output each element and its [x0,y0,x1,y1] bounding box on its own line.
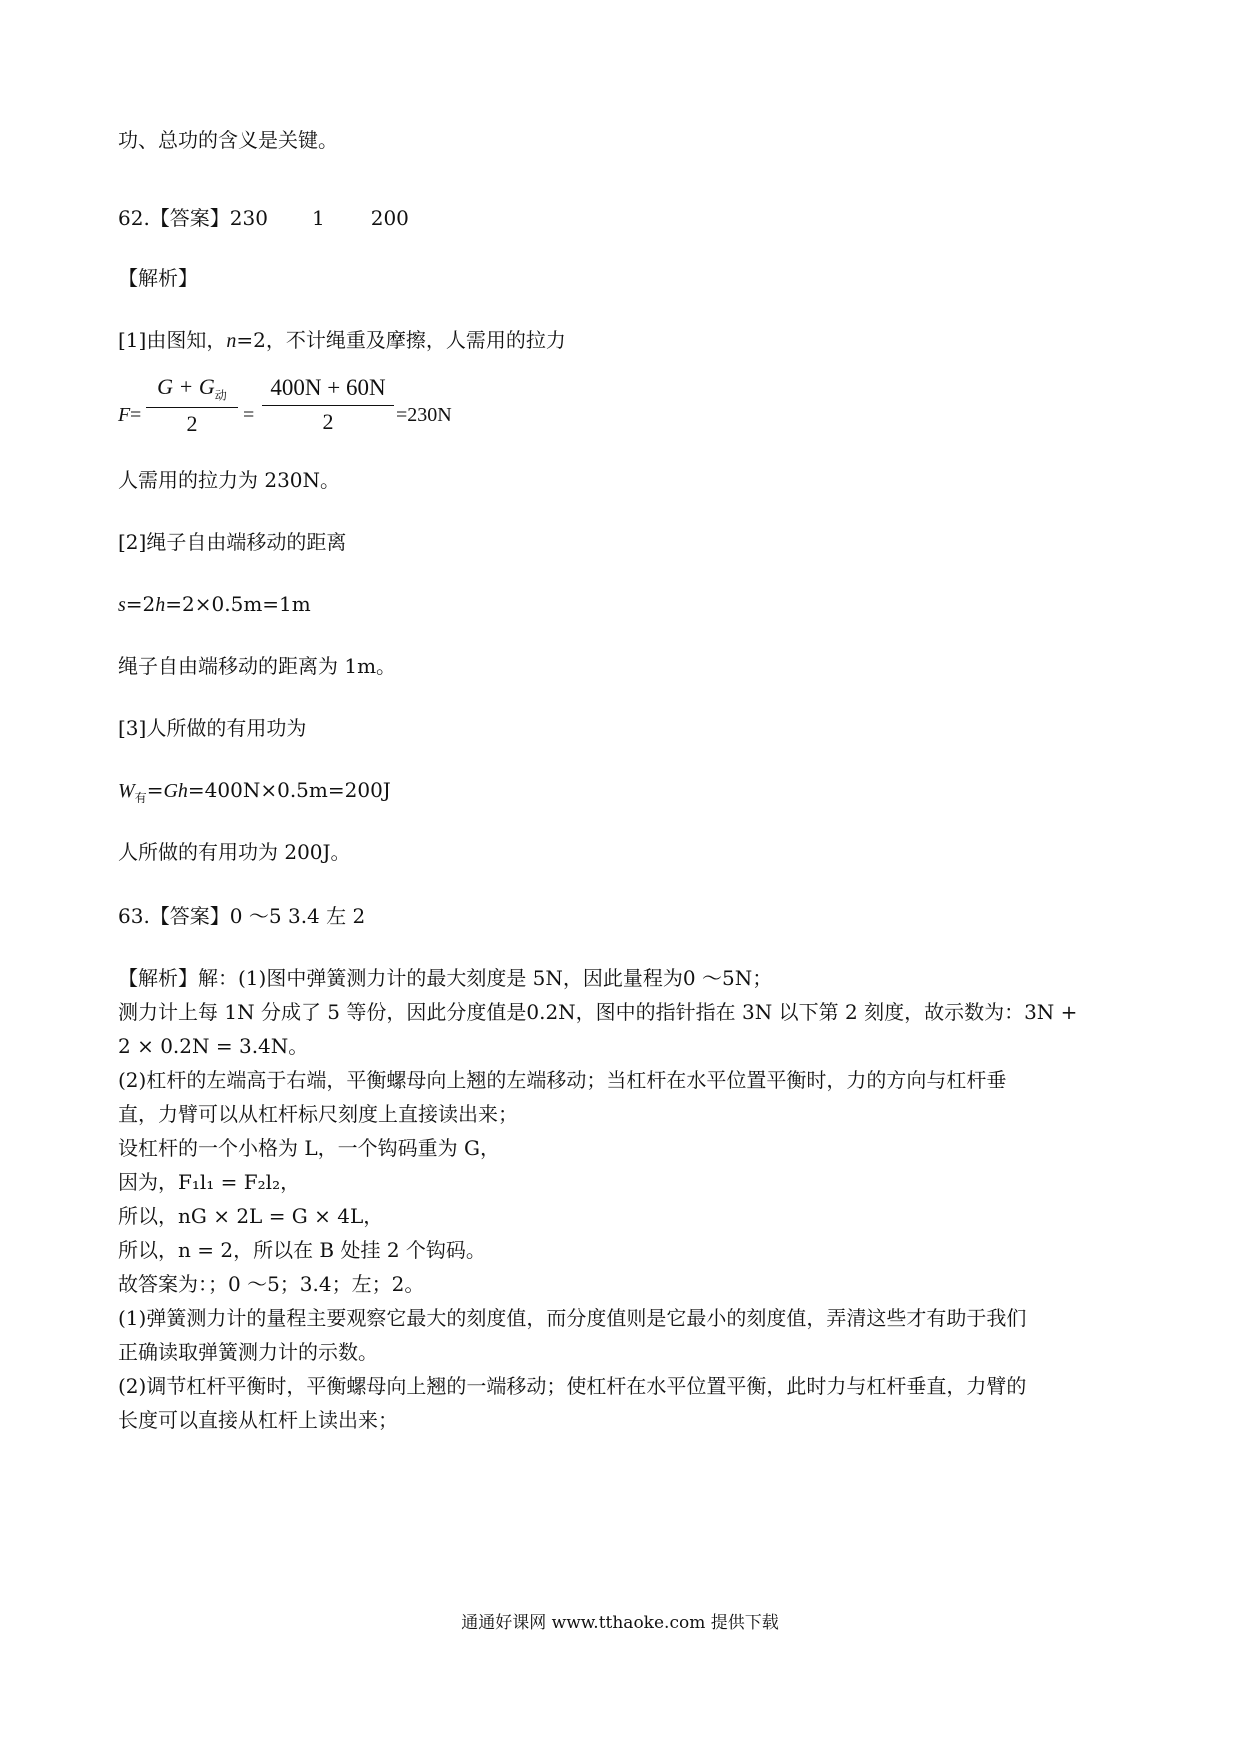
analysis-line-13: (2)调节杠杆平衡时，平衡螺母向上翘的一端移动；使杠杆在水平位置平衡，此时力与杠杆垂直，力臂的 [118,1374,1027,1398]
analysis-line-3: 2 × 0.2N = 3.4N。 [118,1034,309,1058]
eq-distance-mid: =2 [125,592,156,616]
answer-62-value-2: 1 [311,206,325,230]
result-3: 人所做的有用功为 200J。 [118,840,351,864]
result-1: 人需用的拉力为 230N。 [118,468,341,492]
fraction-symbolic-numerator: $G + G_动$ [157,374,227,403]
answer-62-value-3: 200 [370,206,409,230]
step-2-text: [2]绳子自由端移动的距离 [118,530,347,554]
analysis-line-6: 设杠杆的一个小格为 L，一个钩码重为 G， [118,1136,500,1160]
variable-w: W [118,780,135,802]
eq-distance-rest: =2×0.5m=1m [165,592,311,616]
eq-equals-2: = [243,404,255,426]
analysis-heading: 【解析】 [118,266,198,290]
analysis-line-8: 所以，nG × 2L = G × 4L， [118,1204,384,1228]
answer-62 [118,206,409,230]
analysis-line-4: (2)杠杆的左端高于右端，平衡螺母向上翘的左端移动；当杠杆在水平位置平衡时，力的方向与杠杆垂 [118,1068,1007,1092]
eq-work-equals: = [146,778,164,802]
analysis-line-7: 因为，F₁l₁ = F₂l₂， [118,1170,301,1194]
analysis-line-14: 长度可以直接从杠杆上读出来； [118,1408,398,1432]
fraction-numeric-denominator: 2 [322,409,334,434]
variable-w-sub: 有 [134,791,147,805]
page-footer: 通通好课网 www.tthaoke.com 提供下载 [461,1613,779,1633]
variable-h: h [155,594,166,616]
variable-gh: Gh [163,780,188,802]
fraction-numeric [262,376,394,433]
answer-62-label: 62.【答案】230 [118,206,268,230]
step-1-text [118,328,566,353]
analysis-line-11: (1)弹簧测力计的量程主要观察它最大的刻度值，而分度值则是它最小的刻度值，弄清这些才有助于我们 [118,1306,1027,1330]
equation-work [118,778,391,805]
eq-force-symbol: F [118,404,131,426]
analysis-line-12: 正确读取弹簧测力计的示数。 [118,1340,378,1364]
analysis-line-9: 所以，n = 2，所以在 B 处挂 2 个钩码。 [118,1238,486,1262]
fraction-numeric-numerator: 400N + 60N [270,375,386,400]
step-1-rest: =2，不计绳重及摩擦，人需用的拉力 [236,328,566,352]
step-3-text: [3]人所做的有用功为 [118,716,307,740]
analysis-line-10: 故答案为：；0 ～5；3.4；左；2。 [118,1272,425,1296]
variable-s: s [118,594,126,616]
eq-result: =230N [396,404,452,426]
eq-equals-1: = [130,404,142,426]
equation-distance [118,592,311,617]
analysis-line-2: 测力计上每 1N 分成了 5 等份，因此分度值是0.2N，图中的指针指在 3N 以下第 2 刻度，故示数为：3N + [118,1000,1078,1024]
analysis-line-5: 直，力臂可以从杠杆标尺刻度上直接读出来； [118,1102,518,1126]
text-line: 功、总功的含义是关键。 [118,128,338,152]
answer-63: 63.【答案】0 ～5 3.4 左 2 [118,904,366,928]
result-2: 绳子自由端移动的距离为 1m。 [118,654,397,678]
eq-work-rest: =400N×0.5m=200J [187,778,391,802]
fraction-symbolic [146,376,238,435]
step-1-prefix: [1]由图知， [118,328,227,352]
analysis-line-1: 【解析】解：(1)图中弹簧测力计的最大刻度是 5N，因此量程为0 ～5N； [118,966,773,990]
variable-n: n [226,330,237,352]
fraction-symbolic-denominator: 2 [186,411,198,437]
